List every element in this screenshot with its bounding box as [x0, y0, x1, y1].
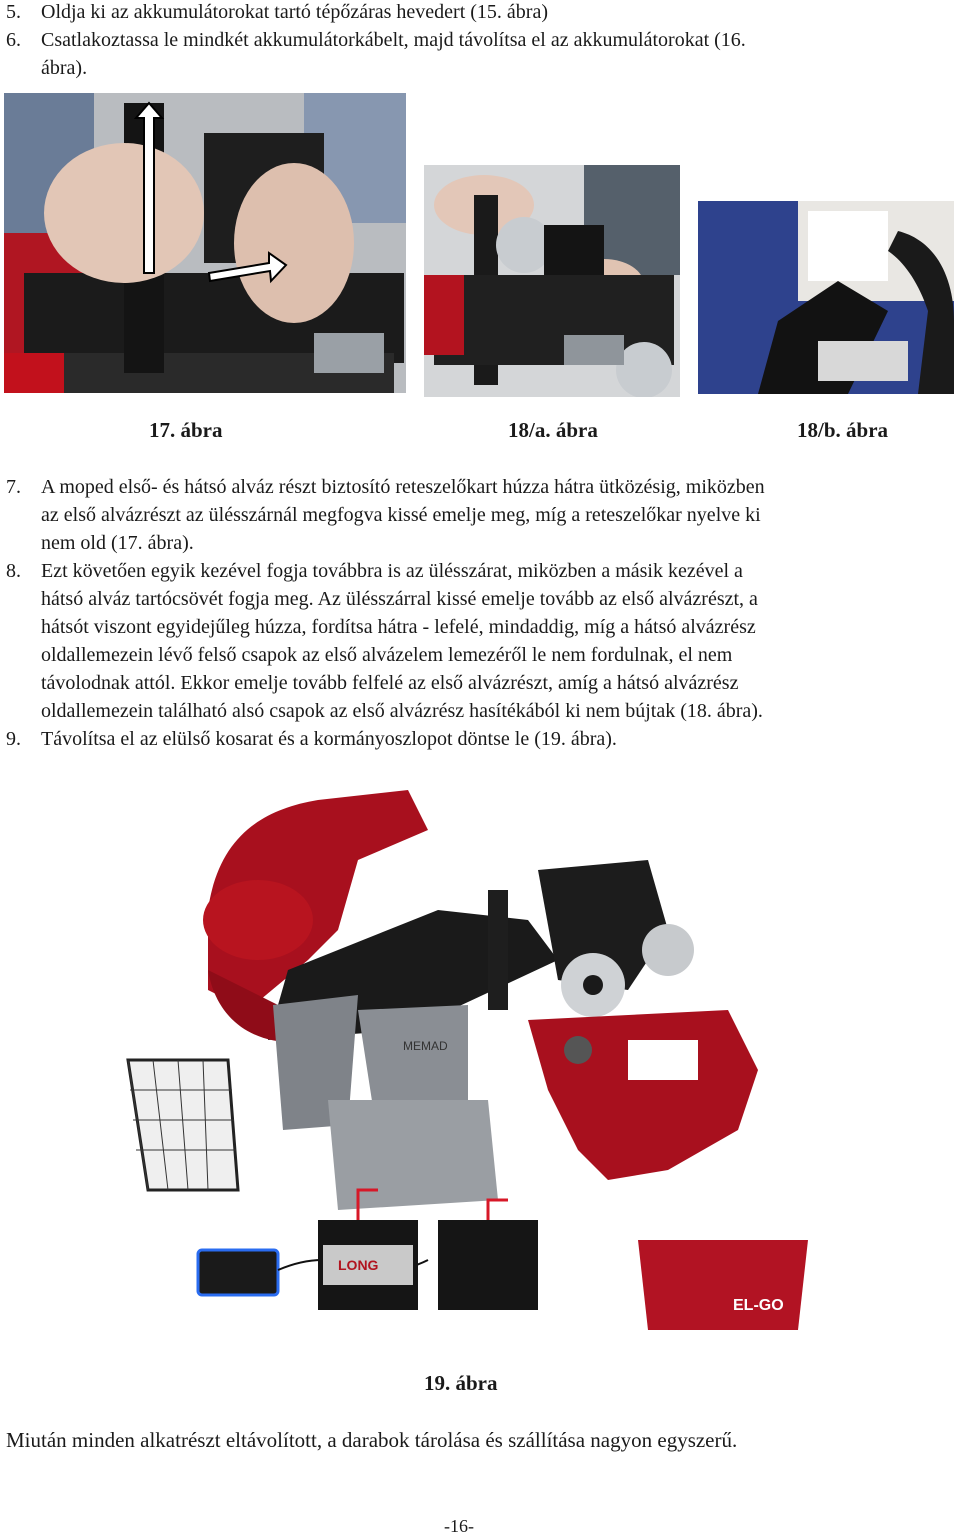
- step-8-line-1: Ezt követően egyik kezével fogja továbbra is az ülésszárat, miközben a másik kezével a: [41, 560, 743, 582]
- step-8-line-2: hátsó alváz tartócsövét fogja meg. Az ülésszárral kissé emelje tovább az első alvázrészt, a: [41, 588, 758, 610]
- step-8-number: 8.: [6, 560, 21, 582]
- step-7-number: 7.: [6, 476, 21, 498]
- figure-18a-photo: [424, 165, 680, 397]
- step-5-number: 5.: [6, 1, 21, 23]
- cover-brand-text: EL-GO: [733, 1297, 784, 1314]
- step-6-number: 6.: [6, 29, 21, 51]
- step-8-line-6: oldallemezein található alsó csapok az első alvázrész hasítékából ki nem bújtak (18. ábra).: [41, 700, 763, 722]
- closing-text: Miután minden alkatrészt eltávolított, a darabok tárolása és szállítása nagyon egyszerű.: [6, 1428, 738, 1452]
- figure-17-caption: 17. ábra: [149, 418, 223, 442]
- step-5: [6, 0, 21, 26]
- step-7-line-2: az első alvázrészt az ülésszárnál megfogva kissé emelje meg, míg a reteszelőkar nyelve ki: [41, 504, 761, 526]
- figure-19-caption: 19. ábra: [424, 1371, 498, 1395]
- figure-18a-caption: 18/a. ábra: [508, 418, 598, 442]
- step-5-text: Oldja ki az akkumulátorokat tartó tépőzáras hevedert (15. ábra): [41, 1, 549, 23]
- step-9-text: Távolítsa el az elülső kosarat és a kormányoszlopot döntse le (19. ábra).: [41, 728, 617, 750]
- figure-18b-caption: 18/b. ábra: [797, 418, 889, 442]
- step-8-line-5: távolodnak attól. Ekkor emelje tovább felfelé az első alvázrészt, amíg a hátsó alvázrész: [41, 672, 739, 694]
- step-6-line-1: Csatlakoztassa le mindkét akkumulátorkábelt, majd távolítsa el az akkumulátorokat (16.: [41, 29, 746, 51]
- battery-brand-text: LONG: [338, 1257, 379, 1273]
- figure-17-photo: [4, 93, 406, 393]
- step-8-line-4: oldallemezein lévő felső csapok az első alvázelem lemezéről le nem fordulnak, el nem: [41, 644, 733, 666]
- figure-19-photo: [108, 770, 820, 1342]
- step-7-line-1: A moped első- és hátsó alváz részt biztosító reteszelőkart húzza hátra ütközésig, miközben: [41, 476, 765, 498]
- page-number: -16-: [444, 1516, 474, 1536]
- step-8-line-3: hátsót viszont egyidejűleg húzza, fordítsa hátra - lefelé, mindaddig, míg a hátsó alvázrész: [41, 616, 756, 638]
- figure-18b-photo: [698, 201, 954, 394]
- step-6-line-2: ábra).: [41, 57, 88, 79]
- seat-brand-text: MEMAD: [403, 1039, 448, 1053]
- step-7-line-3: nem old (17. ábra).: [41, 532, 194, 554]
- step-9-number: 9.: [6, 728, 21, 750]
